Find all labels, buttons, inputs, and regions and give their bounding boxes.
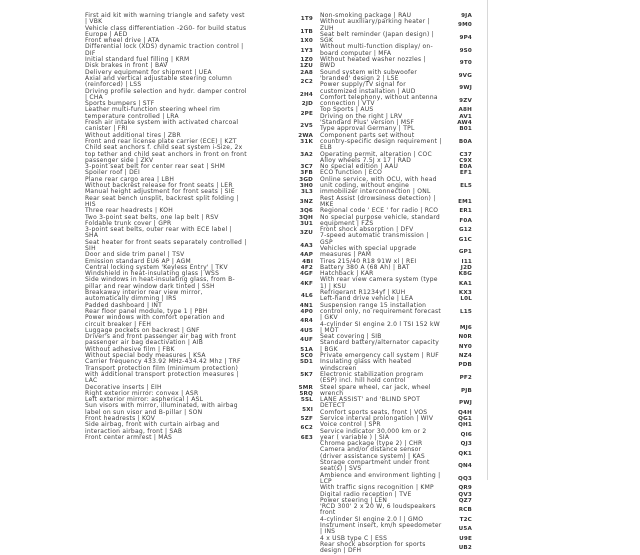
- option-code: 2JD: [301, 101, 313, 108]
- option-description: Camera and/or distance sensor (driver assistance system) | KAS: [320, 446, 425, 460]
- option-code: 51A: [300, 346, 313, 353]
- option-code: 4F2: [300, 264, 313, 271]
- option-code: EF1: [459, 170, 472, 177]
- option-description: Delivery equipment for shipment | UEA: [85, 68, 212, 76]
- option-code: 4L6: [301, 293, 313, 300]
- option-code: 9T0: [459, 60, 472, 67]
- option-description: Online service, with OCU, with head unit coding, without engine immobilizer interconnection | ONL: [320, 175, 437, 196]
- option-description: Without auxiliary/parking heater | ZUH: [320, 18, 430, 32]
- option-code: 9JA: [461, 13, 472, 19]
- option-code: 1Z0: [300, 57, 313, 64]
- option-row: [85, 334, 313, 347]
- option-code: 3NZ: [299, 198, 313, 205]
- option-code: 4U5: [300, 327, 313, 334]
- option-code: 5D1: [299, 359, 313, 366]
- option-code: 31K: [300, 138, 313, 145]
- option-code: I11: [461, 258, 472, 265]
- option-description: Without special body measures | KSA: [85, 352, 206, 360]
- option-code: T2C: [459, 516, 472, 523]
- option-row: [320, 19, 472, 32]
- option-row: [320, 473, 472, 486]
- option-description: With traffic signs recognition | KMP: [320, 484, 434, 492]
- option-description: Front and rear license plate carrier (ECE) | KZT: [85, 137, 237, 145]
- option-description: Padded dashboard | INT: [85, 301, 163, 309]
- option-code: 2PE: [300, 110, 313, 117]
- option-code: 9S0: [459, 47, 472, 54]
- option-code: 3U1: [300, 220, 313, 227]
- option-code: 3C7: [300, 164, 313, 171]
- option-code: PWJ: [459, 400, 472, 407]
- option-description: Seat heater for front seats separately controlled | SIH: [85, 238, 247, 252]
- option-code: 2C2: [300, 79, 313, 86]
- option-description: Manual height adjustment for front seats | SIE: [85, 188, 235, 196]
- option-code: 2WA: [298, 132, 313, 139]
- option-code: 6E3: [300, 434, 313, 441]
- option-description: Side airbag, front with curtain airbag and interaction airbag, front | SAB: [85, 421, 220, 435]
- option-code: QJ3: [460, 441, 472, 448]
- option-description: No special edition | AAU: [320, 163, 399, 171]
- option-code: 5RQ: [299, 390, 313, 397]
- option-code: 3Q6: [299, 208, 313, 215]
- option-description: Emission standard EU6 AP | AGM: [85, 257, 191, 265]
- option-code: 4N1: [299, 302, 313, 309]
- option-code: B01: [459, 126, 472, 133]
- option-description: Decorative inserts | EIH: [85, 383, 162, 391]
- option-description: Axial and vertical adjustable steering column (reinforced) | LSS: [85, 74, 233, 89]
- option-description: Child seat anchors f. child seat system i-Size, 2x top tether and child seat anchors in front on front passenger side | ZKV: [85, 144, 247, 164]
- option-code: 3L3: [301, 189, 313, 196]
- option-code: L15: [460, 308, 472, 315]
- option-code: QK1: [458, 450, 472, 457]
- option-code: C9X: [459, 157, 472, 164]
- option-code: KA1: [458, 280, 472, 287]
- option-row: [320, 133, 472, 152]
- option-row: [320, 460, 472, 473]
- option-description: LANE ASSIST' and 'BLIND SPOT DETECT: [320, 396, 421, 410]
- option-description: Carrier frequency 433.92 MHz-434.42 Mhz | TRF: [85, 358, 241, 366]
- option-code: EL5: [460, 183, 472, 190]
- option-code: 4P0: [300, 308, 313, 315]
- option-row: [320, 523, 472, 536]
- option-description: Foldable trunk cover | GPR: [85, 219, 172, 227]
- option-description: Differential lock (XDS) dynamic traction control | DIF: [85, 43, 244, 57]
- option-code: NZ4: [458, 353, 472, 360]
- option-code: MJ6: [459, 324, 472, 331]
- option-code: 4A3: [300, 242, 313, 249]
- option-code: PJB: [460, 387, 472, 394]
- option-code: 9VG: [458, 72, 472, 79]
- option-row: [85, 76, 313, 89]
- option-code: NY0: [458, 343, 472, 350]
- option-code: 3FB: [300, 170, 313, 177]
- option-description: Comfort telephony, without antenna connection | VTV: [320, 93, 438, 108]
- option-code: QG1: [458, 416, 472, 422]
- option-row: [320, 177, 472, 196]
- option-description: 'RCD 300' 2 x 20 W, 6 loudspeakers front: [320, 503, 436, 517]
- option-description: Fresh air intake system with activated charcoal canister | FRI: [85, 119, 239, 133]
- option-code: 2A8: [300, 69, 313, 76]
- option-description: Front headrests | KOV: [85, 415, 156, 422]
- option-description: Seat belt reminder (Japan design) | SGK: [320, 30, 434, 45]
- option-code: E0A: [459, 164, 472, 171]
- option-description: Voice control | SPR: [320, 421, 381, 429]
- option-description: Ambience and environment lighting | LCP: [320, 471, 441, 485]
- option-description: Without multi-function display/ on-board computer | MFA: [320, 43, 433, 57]
- option-code: 4KF: [300, 280, 313, 287]
- option-description: 4 x USB type C | ESS: [320, 534, 388, 542]
- option-description: Refrigerant R1234yf | KUH: [320, 289, 406, 297]
- option-row: [85, 120, 313, 133]
- option-code: 3A2: [300, 151, 313, 158]
- option-description: With rear view camera system (type 1) | KSU: [320, 276, 438, 290]
- option-description: Chrome package (type 2) | CHR: [320, 440, 423, 448]
- option-description: Without additional tires | ZBR: [85, 131, 181, 139]
- option-code: G1C: [458, 236, 472, 243]
- option-code: 5SL: [300, 397, 313, 404]
- option-code: 5XI: [302, 406, 313, 413]
- option-code: QI6: [460, 431, 472, 438]
- option-code: U9E: [459, 535, 472, 542]
- option-description: Digital radio reception | TVE: [320, 490, 412, 498]
- option-code: Q4H: [458, 409, 472, 416]
- option-description: First aid kit with warning triangle and safety vest | VBK: [85, 12, 245, 26]
- option-description: ECO function | ECO: [320, 169, 383, 177]
- option-description: 4-cylinder SI engine 2.0 l TSI 152 kW | MOT: [320, 320, 440, 334]
- options-column-right: [320, 13, 472, 555]
- option-description: Rest Assist (drowsiness detection) | MKE: [320, 194, 436, 208]
- option-code: G12: [459, 227, 472, 234]
- option-code: 4GF: [300, 271, 313, 278]
- option-code: J2D: [460, 264, 472, 271]
- option-code: 2V5: [300, 123, 313, 130]
- option-code: KX3: [458, 290, 472, 297]
- option-code: 3QH: [299, 214, 313, 221]
- option-code: 6C2: [300, 425, 313, 432]
- option-row: [320, 542, 472, 555]
- option-description: Sound system with subwoofer 'branded' design 2 | LSE: [320, 68, 418, 82]
- option-code: QQ3: [457, 475, 472, 482]
- option-code: 5K7: [300, 371, 313, 378]
- option-row: [85, 435, 313, 441]
- option-code: PDB: [458, 362, 472, 369]
- option-description: Top Sports | AUS: [320, 106, 374, 114]
- option-row: [85, 227, 313, 240]
- option-code: GP1: [458, 249, 472, 256]
- option-code: PF2: [459, 375, 472, 382]
- option-code: 2H4: [299, 91, 313, 98]
- option-code: U5A: [458, 526, 472, 533]
- option-code: ER1: [459, 208, 472, 215]
- option-row: [320, 303, 472, 322]
- option-row: [85, 315, 313, 328]
- option-code: 1T9: [300, 16, 313, 23]
- option-code: 4BI: [302, 258, 313, 265]
- option-description: Power windows with comfort operation and circuit breaker | FEH: [85, 314, 225, 328]
- option-code: 9M0: [458, 22, 472, 29]
- option-row: [85, 13, 313, 26]
- option-description: Rear seat bench unsplit, backrest split folding | HIS: [85, 194, 239, 208]
- option-code: 1TB: [300, 28, 313, 35]
- option-code: QH1: [458, 422, 472, 429]
- option-description: Left exterior mirror: aspherical | ASL: [85, 396, 204, 404]
- option-description: Service indicator 30,000 km or 2 year ( variable ) | SIA: [320, 427, 427, 441]
- option-description: Rear floor panel module, type 1 | PBH: [85, 307, 208, 315]
- option-code: QV3: [458, 491, 472, 498]
- option-description: Without adhesive film | FBK: [85, 345, 175, 353]
- option-code: N0R: [458, 334, 472, 341]
- option-description: Operating permit, alteration | COC: [320, 150, 432, 158]
- option-code: 5MR: [298, 384, 313, 391]
- option-description: Side windows in heat-insulating glass, from B-pillar and rear window dark tinted | SSH: [85, 276, 235, 290]
- option-description: Vehicle class differentiation -2G0- for build status Europe | AED: [85, 24, 247, 38]
- option-description: Non-smoking package | RAU: [320, 12, 412, 19]
- option-code: 1Y3: [300, 47, 313, 54]
- option-code: L0L: [460, 296, 472, 303]
- option-description: Windshield in heat-insulating glass | WSS: [85, 270, 220, 278]
- option-description: Standard battery/alternator capacity | BGK: [320, 339, 440, 353]
- option-code: 1ZU: [299, 63, 313, 70]
- option-description: Alloy wheels 7.5J x 17 | RAD: [320, 156, 412, 164]
- option-row: [320, 504, 472, 517]
- options-column-left: [85, 13, 313, 441]
- option-code: QZ7: [458, 497, 472, 504]
- option-description: Breakaway interior rear view mirror, automatically dimming | IRS: [85, 289, 203, 303]
- option-description: Regional code ' ECE ' for radio | RCO: [320, 207, 439, 215]
- option-description: Central locking system 'Keyless Entry' | TKV: [85, 263, 228, 271]
- option-description: Luggage pockets on backrest | GNF: [85, 326, 200, 334]
- option-row: [85, 145, 313, 164]
- option-row: [320, 372, 472, 385]
- option-description: Right exterior mirror: convex | ASR: [85, 389, 199, 397]
- option-description: Driving on the right | LRV: [320, 112, 403, 120]
- option-code: 3H0: [299, 183, 313, 190]
- option-description: 4-cylinder SI engine 2.0 l | GMO: [320, 515, 424, 523]
- option-code: 3GD: [299, 176, 313, 183]
- option-code: 4AP: [300, 252, 313, 259]
- option-description: 7-speed automatic transmission | GSP: [320, 232, 429, 246]
- option-code: B0A: [458, 138, 472, 145]
- option-code: RCB: [458, 507, 472, 514]
- option-description: Leather multi-function steering wheel rim temperature controlled | LRA: [85, 106, 221, 120]
- option-description: Seat covering | SIB: [320, 333, 382, 341]
- option-code: UB2: [458, 545, 472, 552]
- option-code: AV1: [459, 113, 472, 120]
- option-description: 3-point seat belt for center rear seat | SHM: [85, 163, 225, 171]
- option-description: Tires 215/40 R18 91W xl | REI: [320, 257, 417, 265]
- option-description: Without backrest release for front seats | LER: [85, 182, 233, 190]
- option-description: Driving profile selection and hydr. damper control | CHA: [85, 87, 247, 101]
- option-description: Door and side trim panel | TSV: [85, 251, 185, 259]
- option-code: F0A: [459, 217, 472, 224]
- option-code: A8H: [458, 107, 472, 114]
- option-code: AW4: [457, 120, 472, 127]
- option-description: Vehicles with special upgrade measures | PAM: [320, 244, 417, 259]
- option-description: Component parts set without country-specific design requirement | ELB: [320, 131, 442, 152]
- option-description: Battery 380 A (68 Ah) | BAT: [320, 263, 410, 271]
- option-description: No special purpose vehicle, standard equipment | FZS: [320, 213, 440, 227]
- option-description: Without heated washer nozzles | BWD: [320, 56, 426, 70]
- option-code: 1X0: [300, 38, 313, 45]
- option-description: Storage compartment under front seat(s) | SVS: [320, 459, 430, 473]
- option-row: [320, 57, 472, 70]
- option-row: [85, 422, 313, 435]
- option-code: 9WJ: [459, 85, 472, 92]
- option-description: Initial standard fuel filling | KRM: [85, 56, 190, 64]
- option-description: Two 3-point seat belts, one lap belt | RSV: [85, 213, 219, 221]
- option-code: EM1: [458, 198, 472, 205]
- option-description: Front shock absorption | DFV: [320, 226, 414, 234]
- option-description: Hatchback | KAR: [320, 270, 374, 278]
- option-description: 'Standard Plus' version | MSF: [320, 119, 415, 127]
- option-code: QR9: [458, 485, 472, 492]
- option-description: Transport protection film (minimum protection) with additional transport protection measures | LAC: [85, 364, 239, 385]
- option-description: Power steering | LEN: [320, 496, 388, 504]
- option-code: 4R4: [300, 318, 313, 325]
- option-description: Private emergency call system | RUF: [320, 352, 439, 360]
- option-description: Sun visors with mirror, illuminated, with airbag label on sun visor and B-pillar | SON: [85, 402, 238, 416]
- option-row: [320, 397, 472, 410]
- option-description: Type approval Germany | TPL: [320, 125, 415, 133]
- option-code: 5C0: [300, 353, 313, 360]
- option-row: [320, 82, 472, 95]
- option-description: Disk brakes in front | BAV: [85, 62, 168, 70]
- option-code: C37: [459, 151, 472, 158]
- option-description: Sports bumpers | STF: [85, 100, 155, 108]
- option-description: Power supply/TV signal for customized installation | AUD: [320, 81, 416, 95]
- option-row: [85, 366, 313, 385]
- option-row: [85, 290, 313, 303]
- option-code: 4UF: [300, 337, 313, 344]
- option-description: Suspension range 15 installation control only, no requirement forecast | GKV: [320, 301, 442, 322]
- option-description: Front wheel drive | ATA: [85, 37, 160, 45]
- option-code: QN4: [458, 463, 472, 470]
- option-description: Rear shock absorption for sports design | DFH: [320, 540, 426, 555]
- option-description: Front center armrest | MAS: [85, 433, 173, 441]
- option-description: Driver's and front passenger air bag with front passenger air bag deactivation | AIB: [85, 333, 237, 347]
- option-code: 5ZF: [300, 416, 313, 422]
- option-description: Plane rear cargo area | LBH: [85, 175, 175, 183]
- option-description: Instrument insert, km/h speedometer | INS: [320, 522, 442, 536]
- option-description: Left-hand drive vehicle | LEA: [320, 295, 414, 303]
- page-divider-line: [487, 0, 488, 480]
- option-code: K8G: [458, 271, 472, 278]
- option-code: 3ZU: [299, 230, 313, 237]
- option-description: Insulating glass with heated windscreen: [320, 358, 412, 372]
- option-description: Electronic stabilization program (ESP) incl. hill hold control: [320, 370, 424, 385]
- option-description: Spoiler roof | DEI: [85, 169, 140, 177]
- option-description: 3-point seat belts, outer rear with ECE label | SHA: [85, 226, 232, 240]
- option-description: Service interval prolongation | WIV: [320, 415, 434, 422]
- option-code: 9P4: [459, 35, 472, 42]
- option-description: Three rear headrests | KOH: [85, 207, 173, 215]
- option-description: Steel spare wheel, car jack, wheel wrench: [320, 383, 431, 397]
- option-description: Comfort sports seats, front | VOS: [320, 408, 428, 416]
- option-row: [320, 246, 472, 259]
- option-code: 9ZV: [459, 98, 472, 104]
